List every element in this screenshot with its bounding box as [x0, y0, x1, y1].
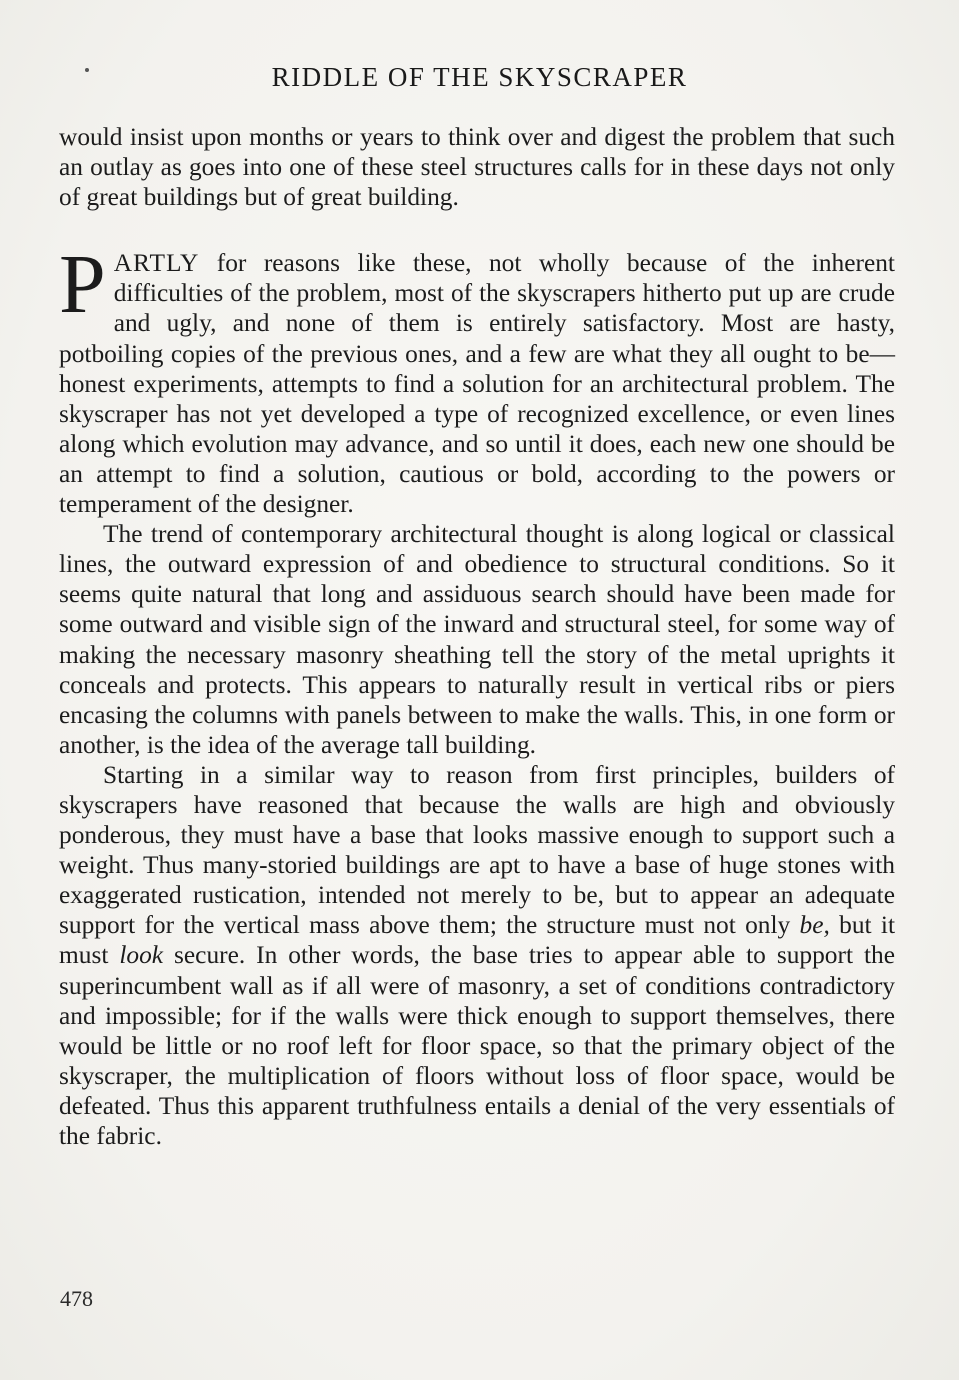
- italic-be: be,: [799, 911, 830, 940]
- paragraph-text: Starting in a similar way to reason from first principles, builders of skyscrapers have reasoned that because the walls are high and obviously ponderous, they must have a base that looks massive enough to support such a weight. Thus many-storied buildings are apt to have a base of huge stones with exaggerated rustication, intended not merely to be, but to appear an adequate support for the vertical mass above them; the structure must not only: [59, 760, 895, 940]
- paragraph-text: but it must: [59, 911, 896, 970]
- paragraph-opening: [59, 238, 895, 519]
- paragraph-text: secure. In other words, the base tries to appear able to support the superincumbent wall as if all were of masonry, a set of conditions contradictory and impossible; for if the walls were thick enough to support themselves, there would be little or no roof left for floor space, so that the primary object of the skyscraper, the multiplication of floors without loss of floor space, would be defeated. Thus this apparent truthfulness entails a denial of the very essentials of the fabric.: [59, 941, 895, 1150]
- paragraph-starting: [59, 760, 895, 1151]
- small-caps-word: ARTLY: [113, 249, 200, 278]
- paragraph-trend: The trend of contemporary architectural thought is along logical or classical lines, the outward expression of and obedience to structural conditions. So it seems quite natural that long and assiduous search should have been made for some outward and visible sign of the inward and structural steel, for some way of making the necessary masonry sheathing tell the story of the metal uprights it conceals and protects. This appears to naturally result in vertical ribs or piers encasing the columns with panels between to make the walls. This, in one form or another, is the idea of the average tall building.: [59, 520, 895, 759]
- paragraph-continued: would insist upon months or years to think over and digest the problem that such an outlay as goes into one of these steel structures calls for in these days not only of great buildings but of great building.: [59, 123, 895, 212]
- paragraph-text: for reasons like these, not wholly because of the inherent difficulties of the problem, most of the skyscrapers hitherto put up are crude and ugly, and none of them is entirely satisfactory. Most are hasty, potboiling copies of the previous ones, and a few are what they all ought to be—honest experiments, attempts to find a solution for an architectural problem. The skyscraper has not yet developed a type of recognized excellence, or even lines along which evolution may advance, and so until it does, each new one should be an attempt to find a solution, cautious or bold, according to the powers or temperament of the designer.: [59, 249, 895, 519]
- body-text: [59, 122, 895, 1151]
- italic-look: look: [119, 941, 164, 970]
- running-head: RIDDLE OF THE SKYSCRAPER: [271, 62, 688, 92]
- page-number: 478: [60, 1286, 93, 1311]
- drop-cap: P: [59, 238, 106, 332]
